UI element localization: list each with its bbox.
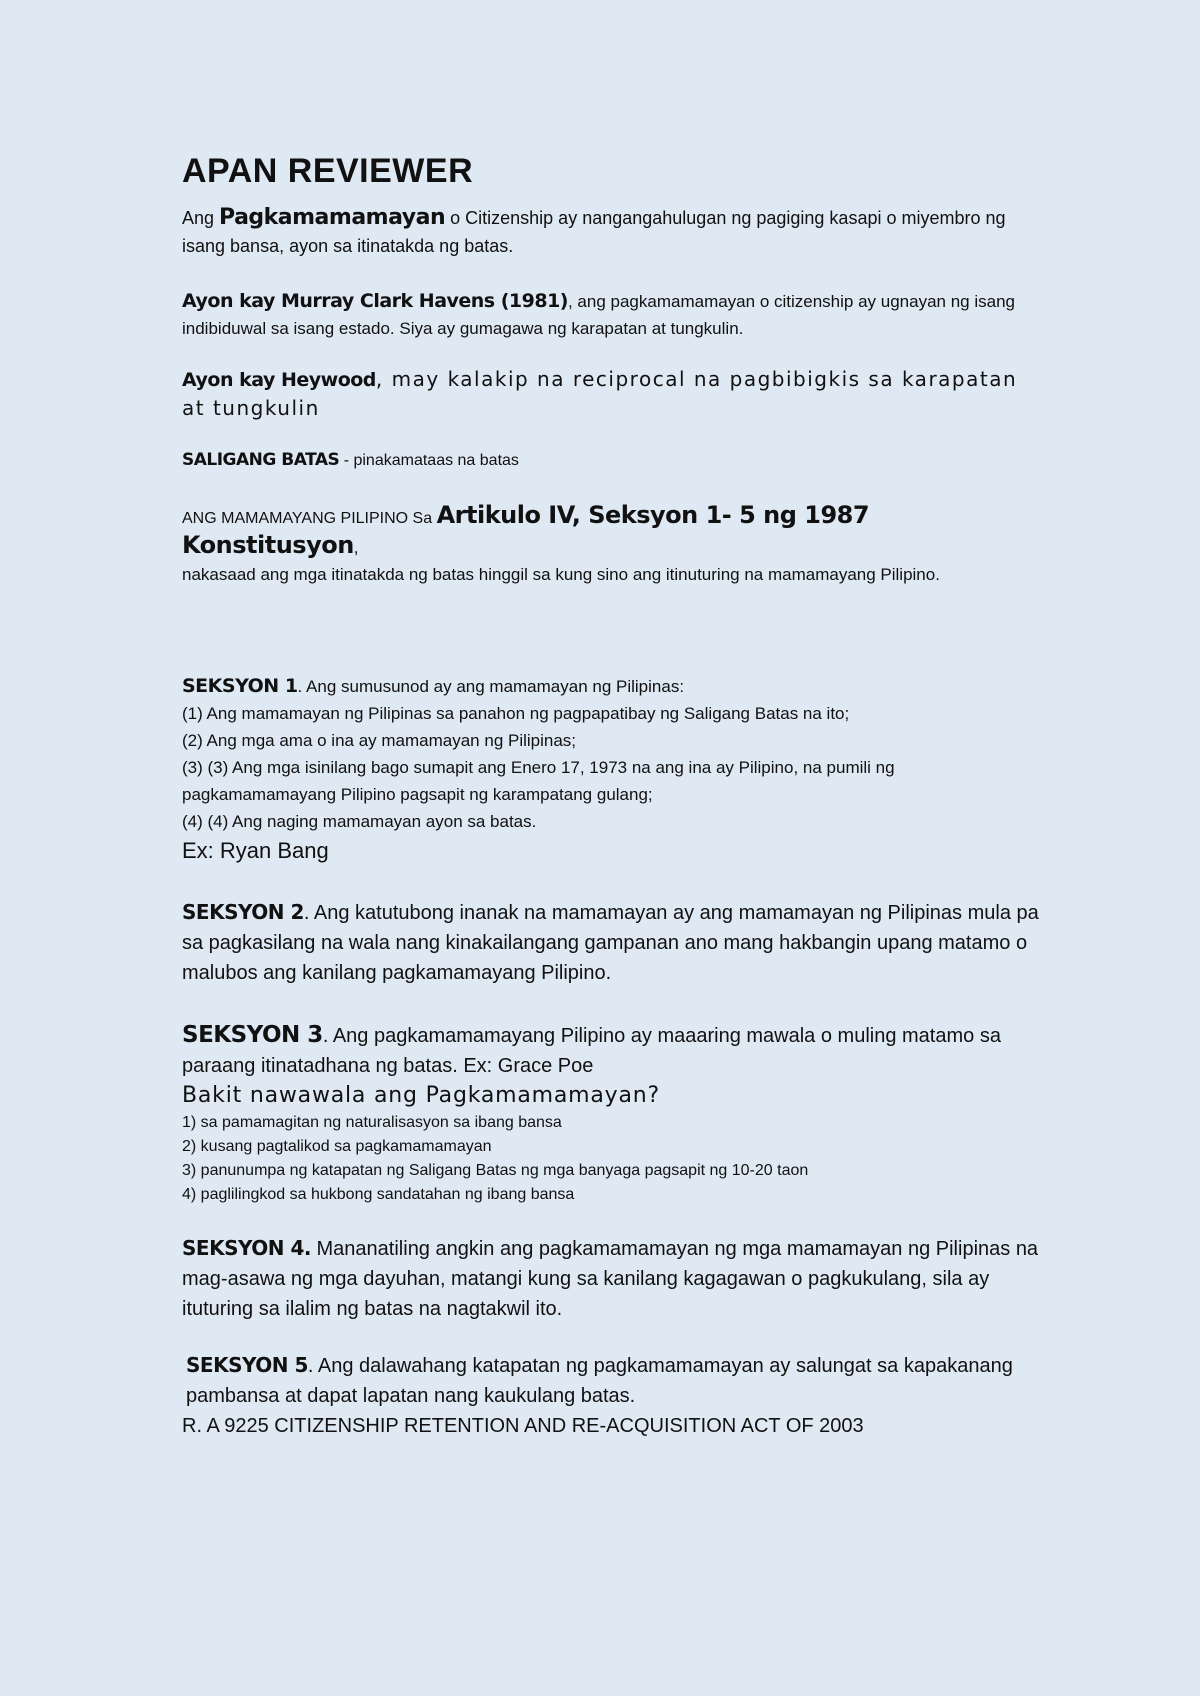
heywood-text: , may kalakip na reciprocal na pagbibigkis sa karapatan at tungkulin (182, 367, 1018, 420)
seksyon1-item: (2) Ang mga ama o ina ay mamamayan ng Pilipinas; (182, 731, 577, 750)
seksyon5-label: SEKSYON 5 (186, 1353, 308, 1377)
seksyon5-block (182, 1350, 1046, 1441)
intro-term: Pagkamamamayan (219, 205, 446, 230)
document-title: APAN REVIEWER (182, 152, 474, 190)
seksyon3-text: . Ang pagkamamamayang Pilipino ay maaaring mawala o muling matamo sa paraang itinatadhana ng batas. Ex: Grace Poe (182, 1025, 1001, 1077)
seksyon3-item: 4) paglilingkod sa hukbong sandatahan ng ibang bansa (182, 1186, 575, 1203)
seksyon1-item: (4) (4) Ang naging mamamayan ayon sa batas. (182, 812, 537, 831)
seksyon3-item: 3) panunumpa ng katapatan ng Saligang Batas ng mga banyaga pagsapit ng 10-20 taon (182, 1162, 809, 1179)
mamamayang-ref: Artikulo IV, Seksyon 1- 5 ng 1987 Konstitusyon (182, 501, 870, 559)
mamamayang-paragraph (182, 502, 1042, 588)
saligang-paragraph (182, 448, 1042, 473)
seksyon2-label: SEKSYON 2 (182, 900, 304, 924)
intro-rest: o Citizenship ay nangangahulugan ng pagiging kasapi o miyembro ng isang bansa, ayon sa itinatakda ng batas. (182, 208, 1006, 256)
seksyon4-label: SEKSYON 4. (182, 1236, 311, 1260)
mamamayang-lead: ANG MAMAMAYANG PILIPINO Sa (182, 510, 437, 527)
intro-lead: Ang (182, 208, 220, 228)
saligang-text: - pinakamataas na batas (339, 452, 519, 469)
intro-paragraph (182, 204, 1042, 260)
seksyon1-label: SEKSYON 1 (182, 675, 298, 697)
seksyon1-text: . Ang sumusunod ay ang mamamayan ng Pilipinas: (297, 677, 685, 696)
mamamayang-comma: , (353, 538, 359, 557)
seksyon1-item: (3) (3) Ang mga isinilang bago sumapit ang Enero 17, 1973 na ang ina ay Pilipino, na pumili ng pagkamamamayang Pilipino pagsapit ng karampatang gulang; (182, 758, 895, 804)
seksyon4-text: Mananatiling angkin ang pagkamamamayan ng mga mamamayan ng Pilipinas na mag-asawa ng mga dayuhan, matangi kung sa kanilang kagagawan o pagkukulang, sila ay ituturing sa ilalim ng batas na nagtakwil ito. (182, 1238, 1039, 1320)
seksyon3-question: Bakit nawawala ang Pagkamamamayan? (182, 1083, 661, 1108)
seksyon3-label: SEKSYON 3 (182, 1022, 323, 1048)
seksyon5-text: . Ang dalawahang katapatan ng pagkamamamayan ay salungat sa kapakanang pambansa at dapat lapatan nang kaukulang batas. (186, 1355, 1013, 1407)
seksyon1-example: Ex: Ryan Bang (182, 838, 329, 863)
heywood-label: Ayon kay Heywood (182, 369, 376, 391)
seksyon2-text: . Ang katutubong inanak na mamamayan ay ang mamamayan ng Pilipinas mula pa sa pagkasilang na wala nang kinakailangang gampanan ano mang hakbangin upang matamo o malubos ang kanilang pagkamamayang Pilipino. (182, 902, 1039, 984)
seksyon3-item: 1) sa pamamagitan ng naturalisasyon sa ibang bansa (182, 1114, 562, 1131)
seksyon1-block (182, 673, 1042, 867)
seksyon3-block (182, 1020, 1042, 1207)
mamamayang-text: nakasaad ang mga itinatakda ng batas hinggil sa kung sino ang itinuturing na mamamayang Pilipino. (182, 565, 940, 584)
havens-paragraph (182, 288, 1042, 342)
saligang-label: SALIGANG BATAS (182, 450, 340, 470)
seksyon5-ra: R. A 9225 CITIZENSHIP RETENTION AND RE-ACQUISITION ACT OF 2003 (182, 1415, 864, 1437)
havens-label: Ayon kay Murray Clark Havens (1981) (182, 290, 568, 312)
havens-text: , ang pagkamamamayan o citizenship ay ugnayan ng isang indibiduwal sa isang estado. Siya ay gumagawa ng karapatan at tungkulin. (182, 292, 1015, 338)
seksyon4-paragraph (182, 1233, 1042, 1324)
seksyon2-paragraph (182, 897, 1042, 988)
seksyon3-item: 2) kusang pagtalikod sa pagkamamamayan (182, 1138, 492, 1155)
heywood-paragraph (182, 365, 1042, 422)
seksyon1-item: (1) Ang mamamayan ng Pilipinas sa panahon ng pagpapatibay ng Saligang Batas na ito; (182, 704, 850, 723)
